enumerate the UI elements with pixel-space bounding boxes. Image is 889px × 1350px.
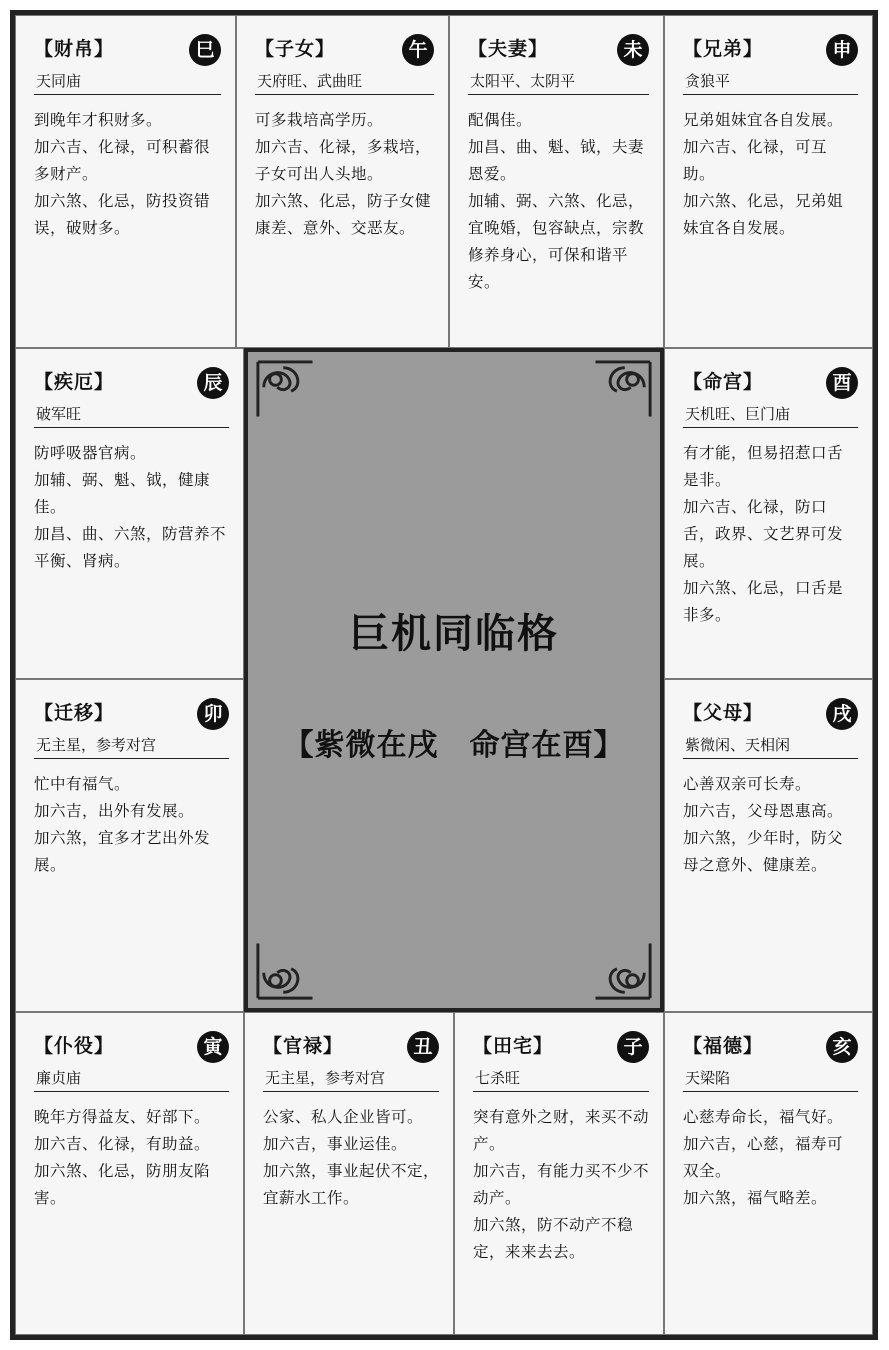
- description-line: 心慈寿命长，福气好。: [683, 1108, 844, 1126]
- corner-ornament-icon: [254, 924, 332, 1002]
- palace-stars: 廉贞庙: [34, 1065, 229, 1092]
- description-line: 加六煞、化忌，兄弟姐妹宜各自发展。: [683, 192, 844, 237]
- palace-title: 【命宫】: [683, 371, 764, 393]
- palace-stars: 无主星，参考对宫: [34, 732, 229, 759]
- palace-description: [683, 440, 862, 629]
- branch-badge: 巳: [189, 34, 221, 66]
- palace-title: 【父母】: [683, 702, 764, 724]
- palace-title: 【福德】: [683, 1035, 764, 1057]
- palace-header: [683, 367, 862, 401]
- palace-header: [34, 1031, 233, 1065]
- palace-description: [683, 107, 862, 242]
- palace-description: [468, 107, 653, 296]
- palace-title: 【仆役】: [34, 1035, 115, 1057]
- palace-description: [34, 440, 233, 575]
- palace-cell-property: [454, 1012, 664, 1335]
- description-line: 突有意外之财，来买不动产。: [473, 1108, 650, 1153]
- description-line: 心善双亲可长寿。: [683, 775, 812, 793]
- description-line: 有才能，但易招惹口舌是非。: [683, 444, 844, 489]
- branch-badge: 卯: [197, 698, 229, 730]
- palace-header: [34, 34, 225, 68]
- description-line: 加六煞、化忌，口舌是非多。: [683, 579, 844, 624]
- branch-badge: 午: [402, 34, 434, 66]
- palace-header: [34, 698, 233, 732]
- description-line: 兄弟姐妹宜各自发展。: [683, 111, 844, 129]
- description-line: 到晚年才积财多。: [34, 111, 163, 129]
- corner-ornament-icon: [254, 358, 332, 436]
- palace-cell-travel: [15, 679, 244, 1012]
- description-line: 加六煞，防不动产不稳定，来来去去。: [473, 1216, 634, 1261]
- palace-cell-siblings: [664, 15, 873, 348]
- branch-badge: 辰: [197, 367, 229, 399]
- palace-stars: 破军旺: [34, 401, 229, 428]
- palace-stars: 天同庙: [34, 68, 221, 95]
- palace-stars: 七杀旺: [473, 1065, 649, 1092]
- description-line: 加昌、曲、魁、钺，夫妻恩爱。: [468, 138, 645, 183]
- palace-title: 【子女】: [255, 38, 336, 60]
- palace-cell-fortune: [664, 1012, 873, 1335]
- corner-ornament-icon: [576, 358, 654, 436]
- description-line: 加六吉，有能力买不少不动产。: [473, 1162, 650, 1207]
- description-line: 加六吉、化禄，多栽培，子女可出人头地。: [255, 138, 432, 183]
- description-line: 加六吉，父母恩惠高。: [683, 802, 844, 820]
- palace-header: [34, 367, 233, 401]
- palace-cell-servants: [15, 1012, 244, 1335]
- palace-header: [683, 34, 862, 68]
- palace-title: 【官禄】: [263, 1035, 344, 1057]
- description-line: 加六吉，出外有发展。: [34, 802, 195, 820]
- description-line: 加六煞、化忌，防投资错误，破财多。: [34, 192, 211, 237]
- description-line: 配偶佳。: [468, 111, 533, 129]
- branch-badge: 亥: [826, 1031, 858, 1063]
- palace-stars: 紫微闲、天相闲: [683, 732, 858, 759]
- palace-cell-children: [236, 15, 449, 348]
- palace-cell-career: [244, 1012, 454, 1335]
- palace-header: [468, 34, 653, 68]
- palace-title: 【财帛】: [34, 38, 115, 60]
- palace-cell-spouse: [449, 15, 664, 348]
- palace-stars: 天府旺、武曲旺: [255, 68, 434, 95]
- branch-badge: 寅: [197, 1031, 229, 1063]
- description-line: 加六煞，事业起伏不定，宜薪水工作。: [263, 1162, 440, 1207]
- description-line: 加昌、曲、六煞，防营养不平衡、肾病。: [34, 525, 227, 570]
- palace-stars: 天机旺、巨门庙: [683, 401, 858, 428]
- palace-stars: 天梁陷: [683, 1065, 858, 1092]
- description-line: 公家、私人企业皆可。: [263, 1108, 424, 1126]
- description-line: 加辅、弼、魁、钺，健康佳。: [34, 471, 211, 516]
- palace-header: [683, 698, 862, 732]
- palace-description: [683, 771, 862, 879]
- palace-stars: 无主星，参考对宫: [263, 1065, 439, 1092]
- palace-description: [473, 1104, 653, 1266]
- description-line: 加六煞，宜多才艺出外发展。: [34, 829, 211, 874]
- palace-cell-wealth: [15, 15, 236, 348]
- description-line: 加六煞、化忌，防朋友陷害。: [34, 1162, 211, 1207]
- palace-cell-parents: [664, 679, 873, 1012]
- center-panel: [244, 348, 664, 1012]
- palace-title: 【田宅】: [473, 1035, 554, 1057]
- branch-badge: 申: [826, 34, 858, 66]
- description-line: 加六吉、化禄，有助益。: [34, 1135, 211, 1153]
- palace-cell-health: [15, 348, 244, 679]
- palace-header: [263, 1031, 443, 1065]
- branch-badge: 戌: [826, 698, 858, 730]
- description-line: 加辅、弼、六煞、化忌，宜晚婚，包容缺点，宗教修养身心，可保和谐平安。: [468, 192, 645, 291]
- description-line: 晚年方得益友、好部下。: [34, 1108, 211, 1126]
- palace-title: 【疾厄】: [34, 371, 115, 393]
- branch-badge: 丑: [407, 1031, 439, 1063]
- palace-title: 【兄弟】: [683, 38, 764, 60]
- palace-description: [255, 107, 438, 242]
- corner-ornament-icon: [576, 924, 654, 1002]
- palace-cell-life: [664, 348, 873, 679]
- palace-stars: 贪狼平: [683, 68, 858, 95]
- palace-header: [683, 1031, 862, 1065]
- description-line: 加六煞、化忌，防子女健康差、意外、交恶友。: [255, 192, 432, 237]
- branch-badge: 未: [617, 34, 649, 66]
- palace-description: [263, 1104, 443, 1212]
- palace-header: [473, 1031, 653, 1065]
- palace-description: [34, 1104, 233, 1212]
- description-line: 防呼吸器官病。: [34, 444, 147, 462]
- description-line: 可多栽培高学历。: [255, 111, 384, 129]
- branch-badge: 酉: [826, 367, 858, 399]
- palace-description: [34, 771, 233, 879]
- pattern-subtitle: 【紫微在戌 命宫在酉】: [283, 728, 625, 763]
- description-line: 忙中有福气。: [34, 775, 131, 793]
- palace-header: [255, 34, 438, 68]
- description-line: 加六吉，事业运佳。: [263, 1135, 408, 1153]
- palace-description: [683, 1104, 862, 1212]
- description-line: 加六煞，福气略差。: [683, 1189, 828, 1207]
- palace-description: [34, 107, 225, 242]
- description-line: 加六吉、化禄，可互助。: [683, 138, 828, 183]
- palace-stars: 太阳平、太阴平: [468, 68, 649, 95]
- chart-sheet: [10, 10, 878, 1340]
- description-line: 加六吉、化禄，防口舌，政界、文艺界可发展。: [683, 498, 844, 570]
- description-line: 加六吉，心慈，福寿可双全。: [683, 1135, 844, 1180]
- pattern-title: 巨机同临格: [349, 610, 559, 657]
- branch-badge: 子: [617, 1031, 649, 1063]
- palace-title: 【迁移】: [34, 702, 115, 724]
- description-line: 加六吉、化禄，可积蓄很多财产。: [34, 138, 211, 183]
- palace-title: 【夫妻】: [468, 38, 549, 60]
- description-line: 加六煞，少年时，防父母之意外、健康差。: [683, 829, 844, 874]
